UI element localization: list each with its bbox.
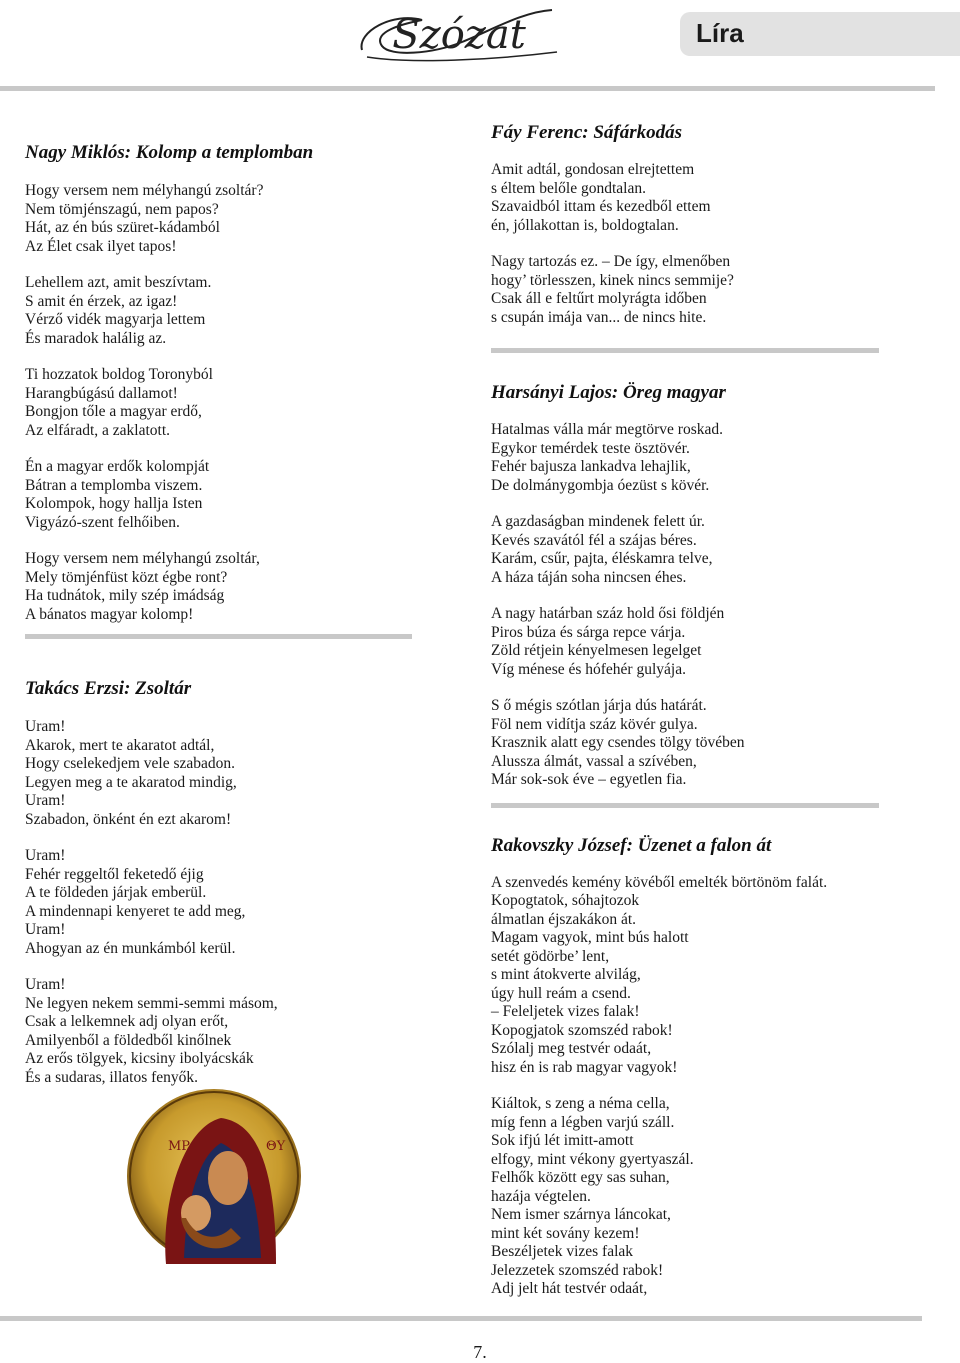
left-column <box>25 141 425 1087</box>
stanza <box>491 874 931 1078</box>
stanza <box>25 458 425 532</box>
poem-line: Föl nem vidítja száz kövér gulya. <box>491 715 698 733</box>
page-number: 7. <box>473 1342 487 1362</box>
logo <box>352 2 567 72</box>
poem-line: Uram! <box>25 718 66 735</box>
poem-line: Nagy tartozás ez. – De így, elmenőben <box>491 253 731 270</box>
poem-line: Az Élet csak ilyet tapos! <box>25 237 177 255</box>
madonna-icon <box>126 1088 302 1264</box>
stanza <box>491 161 931 235</box>
poem-line: Piros búza és sárga repce várja. <box>491 623 686 641</box>
poem-line: Szavaidból ittam és kezedből ettem <box>491 198 711 215</box>
poem-line: Adj jelt hát testvér odaát, <box>491 1280 648 1297</box>
poem-line: elfogy, mint vékony gyertyaszál. <box>491 1150 694 1168</box>
poem-line: Az erős tölgyek, kicsiny ibolyácskák <box>25 1050 254 1067</box>
poem-line: – Feleljetek vizes falak! <box>491 1003 640 1020</box>
poem-line: A mindennapi kenyeret te add meg, <box>25 902 246 920</box>
poem-line: álmatlan éjszakákon át. <box>491 910 637 928</box>
stanza <box>25 976 425 1087</box>
poem-line: s éltem belőle gondtalan. <box>491 179 646 197</box>
poem-line: De dolmánygombja óezüst s kövér. <box>491 476 710 494</box>
poem-line: Kolompok, hogy hallja Isten <box>25 495 203 512</box>
poem-title: Rakovszky József: Üzenet a falon át <box>491 834 772 856</box>
poem-line: Ne legyen nekem semmi-semmi másom, <box>25 994 278 1012</box>
right-column <box>491 121 931 1299</box>
poem-line: Magam vagyok, mint bús halott <box>491 929 689 946</box>
poem-line: Akarok, mert te akaratot adtál, <box>25 736 215 754</box>
poem-line: Szabadon, önként én ezt akarom! <box>25 810 232 828</box>
poem-line: Szólalj meg testvér odaát, <box>491 1040 652 1057</box>
stanza <box>25 182 425 256</box>
poem-line: Kopogtatok, sóhajtozok <box>491 892 640 909</box>
poem-line: Fehér reggeltől feketedő éjig <box>25 865 204 883</box>
poem-line: Bátran a templomba viszem. <box>25 476 203 494</box>
poem-line: s csupán imája van... de nincs hite. <box>491 308 707 326</box>
poem-line: Fehér bajusza lankadva lehajlik, <box>491 458 691 475</box>
stanza <box>491 1095 931 1299</box>
poem-line: hogy’ törlesszen, kinek nincs semmije? <box>491 271 734 289</box>
poem-line: Nem ismer szárnya láncokat, <box>491 1206 671 1223</box>
poem-line: Beszéljetek vizes falak <box>491 1243 634 1260</box>
stanza <box>25 718 425 829</box>
stanza <box>491 421 931 495</box>
poem-line: Az elfáradt, a zaklatott. <box>25 421 171 439</box>
poem-line: Egykor temérdek teste ösztövér. <box>491 439 690 457</box>
poem-line: míg fenn a légben varjú száll. <box>491 1113 675 1131</box>
poem-line: A nagy határban száz hold ősi földjén <box>491 605 725 622</box>
poem-line: Már sok-sok éve – egyetlen fia. <box>491 771 687 788</box>
poem-line: A bánatos magyar kolomp! <box>25 605 194 623</box>
poem-line: setét gödörbe’ lent, <box>491 947 610 965</box>
poem-line: úgy hull reám a csend. <box>491 984 631 1002</box>
logo-text: Szózat <box>392 12 526 58</box>
poem-line: Ti hozzatok boldog Toronyból <box>25 366 213 383</box>
poem-line: Hogy cselekedjem vele szabadon. <box>25 755 236 772</box>
poem-line: Mely tömjénfüst közt égbe ront? <box>25 568 228 586</box>
poem-line: Uram! <box>25 792 66 809</box>
stanza <box>491 253 931 327</box>
poem-line: s mint átokverte alvilág, <box>491 966 641 983</box>
poem-line: Jelezzetek szomszéd rabok! <box>491 1261 664 1279</box>
poem-line: És a sudaras, illatos fenyők. <box>25 1068 199 1086</box>
poem-line: Felhők között egy sas suhan, <box>491 1169 670 1186</box>
poem-line: Hatalmas válla már megtörve roskad. <box>491 421 723 438</box>
poem-line: Harangbúgású dallamot! <box>25 384 178 402</box>
stanza <box>491 513 931 587</box>
poem-line: Kopogjatok szomszéd rabok! <box>491 1021 673 1039</box>
poem-line: Víg ménese és hófehér gulyája. <box>491 660 686 678</box>
poem-line: Kiáltok, s zeng a néma cella, <box>491 1095 670 1112</box>
poem-line: Krasznik alatt egy csendes tölgy tövében <box>491 734 745 751</box>
poem-title: Harsányi Lajos: Öreg magyar <box>491 382 726 403</box>
poem-line: Vérző vidék magyarja lettem <box>25 311 206 328</box>
stanza <box>491 697 931 790</box>
poem-line: S ő mégis szótlan járja dús határát. <box>491 697 707 714</box>
poem-title: Takács Erzsi: Zsoltár <box>25 678 192 699</box>
poem-line: A gazdaságban mindenek felett úr. <box>491 513 705 530</box>
stanza <box>25 274 425 348</box>
poem-line: Én a magyar erdők kolompját <box>25 458 210 475</box>
poem-line: Uram! <box>25 921 66 938</box>
footer-rule <box>0 1316 922 1321</box>
section-label: Líra <box>696 18 744 48</box>
logo-script <box>352 2 567 72</box>
poem-line: Ha tudnátok, mily szép imádság <box>25 587 225 604</box>
poem-line: Hát, az én bús szüret-kádamból <box>25 219 220 236</box>
poem-line: Kevés szavától fél a szájas béres. <box>491 531 697 549</box>
poem-line: Amit adtál, gondosan elrejtettem <box>491 161 695 178</box>
poem-line: Amilyenből a földedből kinőlnek <box>25 1031 232 1049</box>
poem-line: Karám, csűr, pajta, éléskamra telve, <box>491 550 713 567</box>
poem-line: Uram! <box>25 847 66 864</box>
poem-line: hazája végtelen. <box>491 1187 591 1205</box>
poem-line: mint két sovány kezem! <box>491 1224 640 1242</box>
poem-line: Zöld rétjein kényelmesen legelget <box>491 642 702 659</box>
poem-line: Alussza álmát, vassal a szívében, <box>491 752 697 770</box>
poem-line: Csak a lelkemnek adj olyan erőt, <box>25 1013 229 1030</box>
poem-line: Csak áll e feltűrt molyrágta időben <box>491 290 707 307</box>
svg-text:ΘΥ: ΘΥ <box>266 1139 286 1154</box>
poem-line: Bongjon tőle a magyar erdő, <box>25 403 202 420</box>
stanza <box>25 847 425 958</box>
poem-title: Fáy Ferenc: Sáfárkodás <box>491 122 683 143</box>
poem-title: Nagy Miklós: Kolomp a templomban <box>25 142 314 163</box>
poem-line: Uram! <box>25 976 66 993</box>
poem-line: hisz én is rab magyar vagyok! <box>491 1058 678 1076</box>
stanza <box>25 366 425 440</box>
poem-line: S amit én érzek, az igaz! <box>25 292 178 310</box>
poem-line: én, jóllakottan is, boldogtalan. <box>491 216 679 234</box>
poem-line: A te földeden járjak emberül. <box>25 884 207 901</box>
poem-line: Legyen meg a te akaratod mindig, <box>25 773 237 791</box>
poem-line: Nem tömjénszagú, nem papos? <box>25 200 219 218</box>
poem-line: És maradok halálig az. <box>25 329 167 347</box>
stanza <box>25 550 425 624</box>
poem-line: Vigyázó-szent felhőiben. <box>25 513 180 531</box>
poem-line: Lehellem azt, amit beszívtam. <box>25 274 212 291</box>
stanza <box>491 605 931 679</box>
svg-text:MP: MP <box>168 1139 191 1154</box>
poem-line: Ahogyan az én munkámból kerül. <box>25 939 236 957</box>
section-tab <box>680 12 960 56</box>
poem-line: A szenvedés kemény kövéből emelték börtönöm falát. <box>491 873 828 891</box>
poem-line: Hogy versem nem mélyhangú zsoltár? <box>25 182 264 199</box>
poem-line: Sok ifjú lét imitt-amott <box>491 1132 634 1149</box>
poem-line: Hogy versem nem mélyhangú zsoltár, <box>25 550 260 567</box>
poem-line: A háza táján soha nincsen éhes. <box>491 568 687 586</box>
header-rule <box>0 86 935 91</box>
